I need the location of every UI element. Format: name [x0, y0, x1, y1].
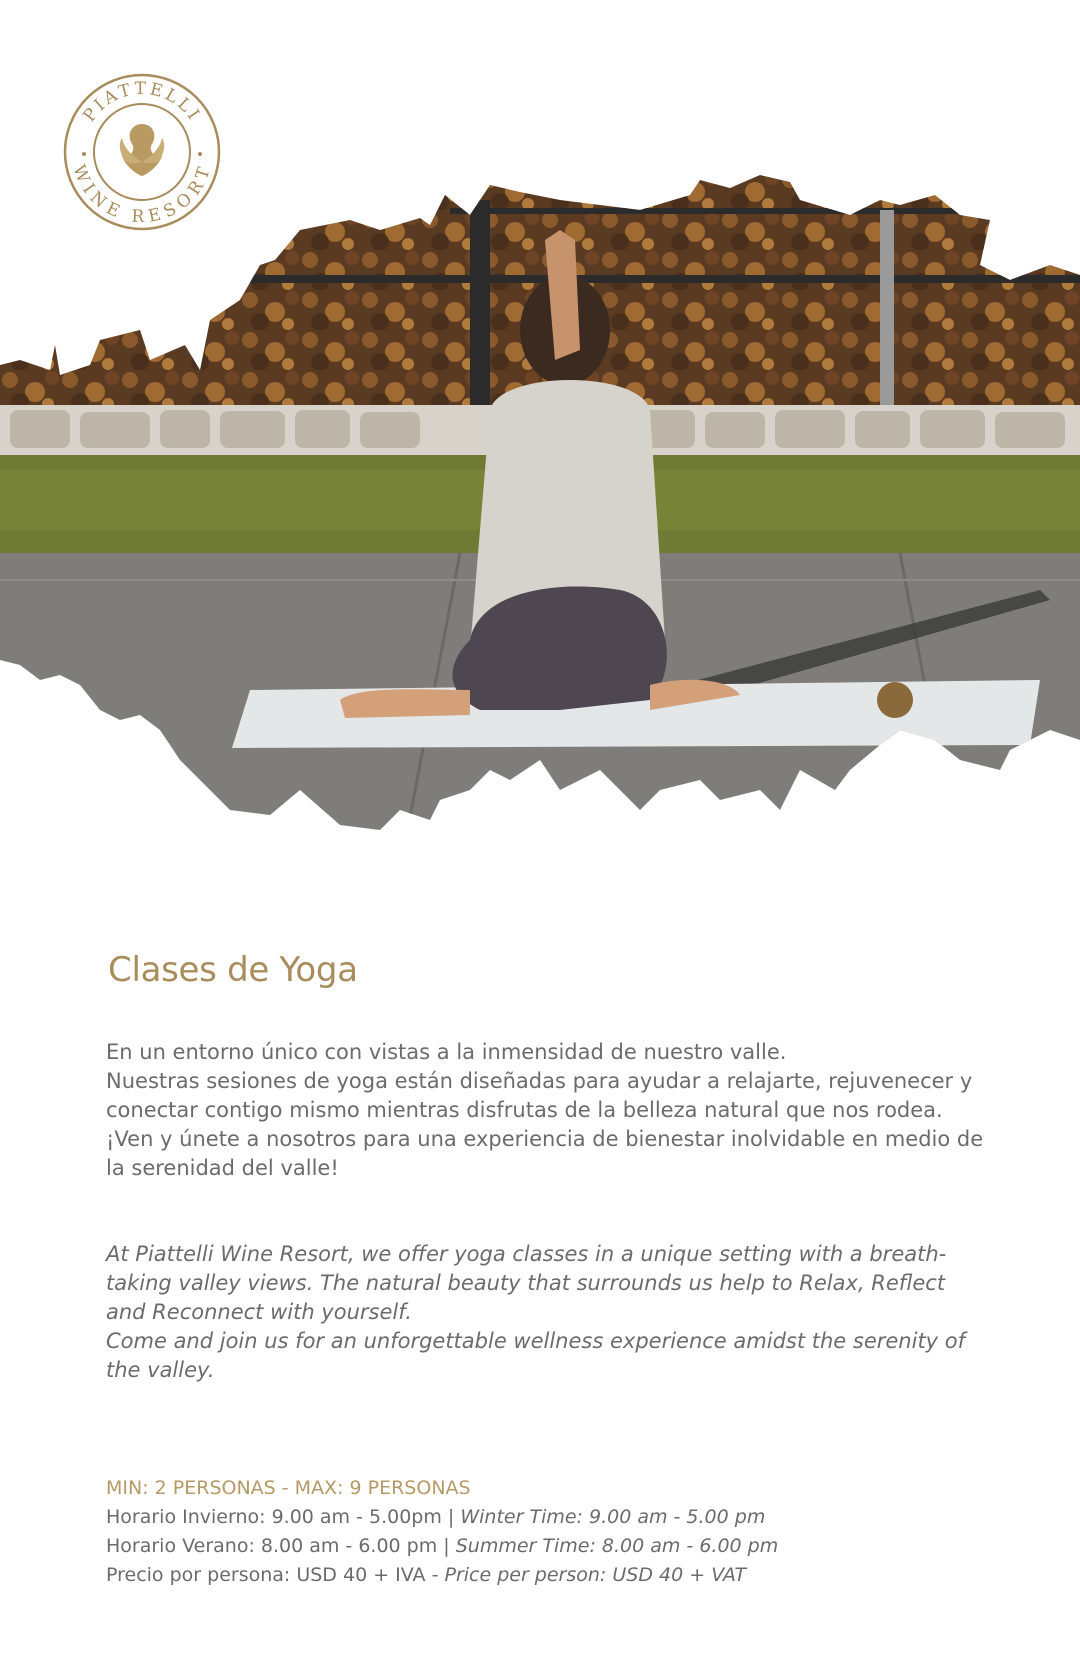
price-line — [106, 1561, 1006, 1590]
winter-schedule-es: Horario Invierno: 9.00 am - 5.00pm | — [106, 1506, 461, 1528]
description-spanish — [106, 1038, 986, 1183]
paragraph: Nuestras sesiones de yoga están diseñadas para ayudar a relajarte, rejuvenecer y conectar contigo mismo mientras disfrutas de la belleza natural que nos rodea. — [106, 1069, 973, 1122]
capacity-line: MIN: 2 PERSONAS - MAX: 9 PERSONAS — [106, 1477, 471, 1499]
logo-text-bottom: WINE RESORT — [68, 162, 216, 228]
description-english — [106, 1240, 986, 1385]
swan-icon — [120, 124, 164, 176]
yoga-photo — [0, 170, 1080, 870]
class-details — [106, 1474, 1006, 1590]
paragraph: Come and join us for an unforgettable wellness experience amidst the serenity of the valley. — [106, 1329, 966, 1382]
page-title: Clases de Yoga — [108, 950, 358, 990]
logo-text-top: PIATTELLI — [79, 78, 205, 126]
summer-schedule-es: Horario Verano: 8.00 am - 6.00 pm | — [106, 1535, 456, 1557]
svg-text:PIATTELLI — [79, 79, 204, 126]
price-en: Price per person: USD 40 + VAT — [444, 1564, 747, 1586]
summer-schedule — [106, 1532, 1006, 1561]
paragraph: ¡Ven y únete a nosotros para una experiencia de bienestar inolvidable en medio de la serenidad del valle! — [106, 1127, 984, 1180]
paragraph: At Piattelli Wine Resort, we offer yoga classes in a unique setting with a breath-taking valley views. The natural beauty that surrounds us help to Relax, Reflect and Reconnect with yourself. — [106, 1242, 947, 1324]
winter-schedule-en: Winter Time: 9.00 am - 5.00 pm — [460, 1506, 766, 1528]
summer-schedule-en: Summer Time: 8.00 am - 6.00 pm — [455, 1535, 779, 1557]
paragraph: En un entorno único con vistas a la inmensidad de nuestro valle. — [106, 1040, 787, 1064]
price-es: Precio por persona: USD 40 + IVA - — [106, 1564, 445, 1586]
winter-schedule — [106, 1503, 1006, 1532]
